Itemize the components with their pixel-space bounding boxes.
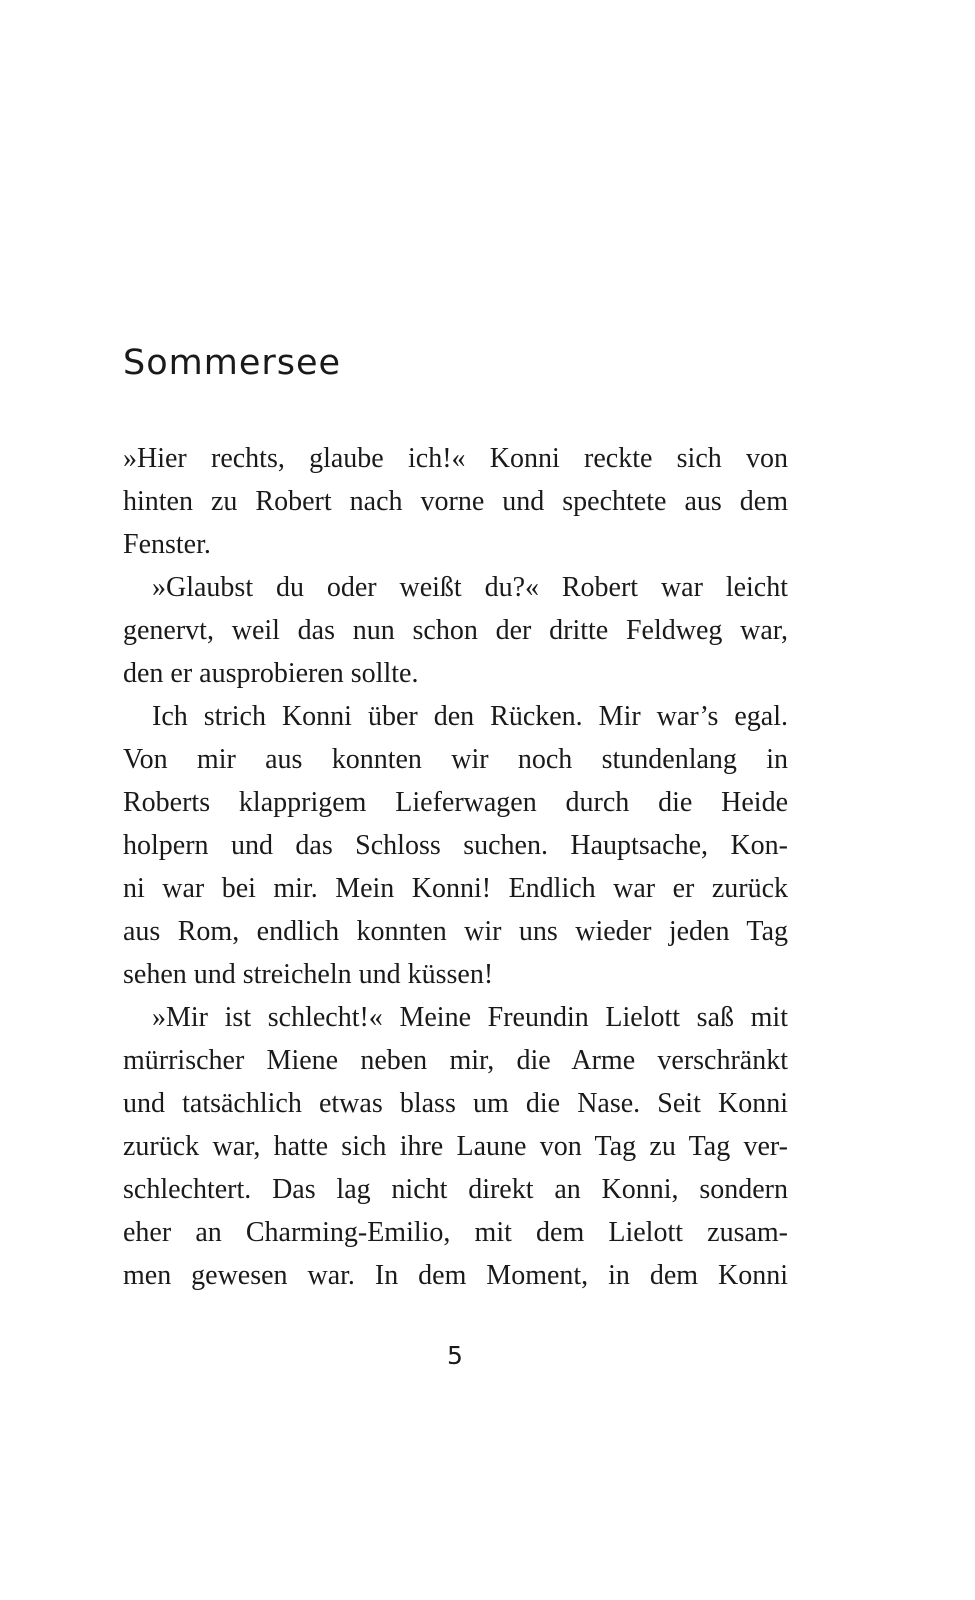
text-line: aus Rom, endlich konnten wir uns wieder jeden Tag [123,916,788,947]
text-line: »Mir ist schlecht!« Meine Freundin Lielott saß mit [152,1002,788,1033]
text-line: genervt, weil das nun schon der dritte Feldweg war, [123,615,788,646]
paragraph-4 [123,996,788,1297]
text-line: »Glaubst du oder weißt du?« Robert war leicht [152,572,788,603]
text-line: ni war bei mir. Mein Konni! Endlich war er zurück [123,873,788,904]
text-line: eher an Charming-Emilio, mit dem Lielott zusam- [123,1217,788,1248]
text-line: Fenster. [123,529,211,560]
paragraph-2 [123,566,788,695]
text-line: hinten zu Robert nach vorne und spechtete aus dem [123,486,788,517]
text-line: Von mir aus konnten wir noch stundenlang in [123,744,788,775]
text-line: zurück war, hatte sich ihre Laune von Tag zu Tag ver- [123,1131,788,1162]
text-line: Roberts klapprigem Lieferwagen durch die Heide [123,787,788,818]
text-line: und tatsächlich etwas blass um die Nase. Seit Konni [123,1088,788,1119]
text-line: Ich strich Konni über den Rücken. Mir war’s egal. [152,701,788,732]
paragraph-1 [123,437,788,566]
body-text [123,437,788,1297]
paragraph-3 [123,695,788,996]
page-number: 5 [447,1341,463,1370]
text-line: »Hier rechts, glaube ich!« Konni reckte sich von [123,443,788,474]
text-line: holpern und das Schloss suchen. Hauptsache, Kon- [123,830,788,861]
text-line: men gewesen war. In dem Moment, in dem Konni [123,1260,788,1291]
text-line: mürrischer Miene neben mir, die Arme verschränkt [123,1045,788,1076]
chapter-title: Sommersee [123,343,342,383]
text-line: den er ausprobieren sollte. [123,658,419,689]
text-line: schlechtert. Das lag nicht direkt an Konni, sondern [123,1174,788,1205]
text-line: sehen und streicheln und küssen! [123,959,494,990]
